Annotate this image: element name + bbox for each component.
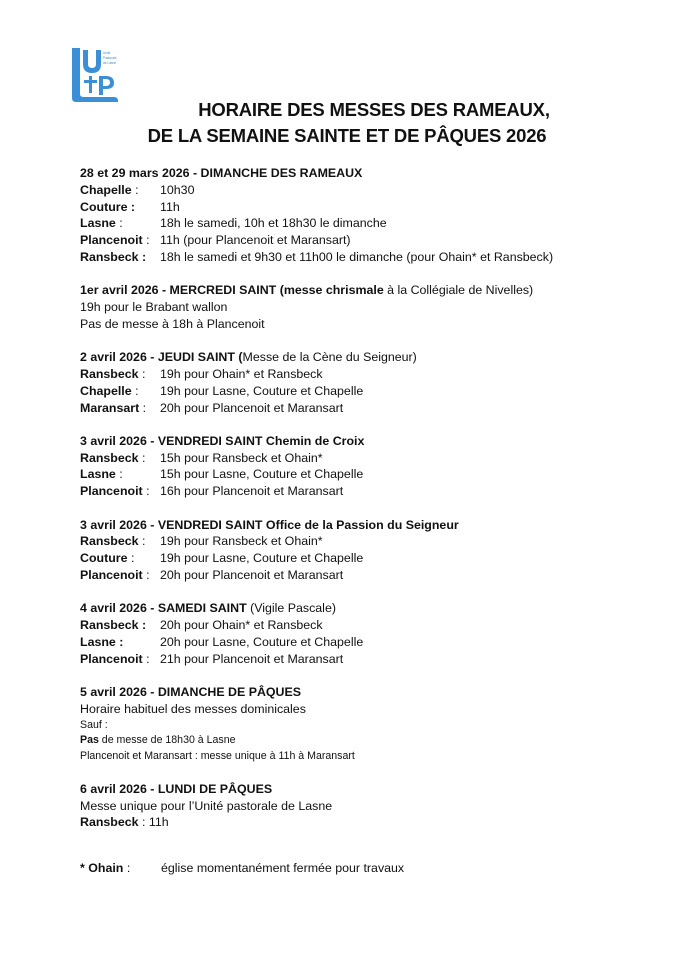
time-text: 18h le samedi et 9h30 et 11h00 le dimanche (pour Ohain* et Ransbeck): [160, 249, 554, 264]
schedule-row: [80, 567, 660, 584]
label-sep: :: [142, 233, 150, 248]
section-rameaux: [80, 165, 660, 266]
schedule: [80, 165, 660, 848]
place-label: Plancenoit: [80, 567, 143, 582]
footnote-sep: :: [123, 861, 131, 875]
schedule-row: [80, 232, 660, 249]
unite-pastorale-logo: [68, 46, 120, 104]
time-text: 19h pour Ransbeck et Ohain*: [160, 534, 323, 549]
section-heading: [80, 600, 660, 617]
section-dimanche-de-paques: [80, 684, 660, 764]
footnote-text: église momentanément fermée pour travaux: [161, 861, 405, 875]
place-label: Couture: [80, 551, 128, 566]
svg-text:de Lasne: de Lasne: [103, 61, 117, 65]
schedule-row: [80, 533, 660, 550]
heading-bold: 2 avril 2026 - JEUDI SAINT (: [80, 350, 243, 365]
time-text: 21h pour Plancenoit et Maransart: [160, 651, 344, 666]
section-heading: [80, 282, 660, 299]
label-sep: :: [131, 383, 139, 398]
info-line: Messe unique pour l’Unité pastorale de Lasne: [80, 798, 333, 813]
section-vendredi-passion: [80, 517, 660, 584]
schedule-row: [80, 651, 660, 668]
schedule-row: [80, 249, 660, 266]
label-sep: :: [138, 366, 146, 381]
section-heading: 6 avril 2026 - LUNDI DE PÂQUES: [80, 781, 273, 796]
time-text: 20h pour Plancenoit et Maransart: [160, 567, 344, 582]
svg-text:Unité: Unité: [103, 51, 111, 55]
section-heading: [80, 349, 660, 366]
info-line: 19h pour le Brabant wallon: [80, 300, 228, 315]
time-text: : 11h: [138, 815, 169, 830]
place-label: Plancenoit: [80, 233, 143, 248]
label-sep: :: [131, 182, 139, 197]
label-sep: :: [142, 484, 150, 499]
label-sep: :: [115, 216, 123, 231]
schedule-row: [80, 366, 660, 383]
section-heading: 5 avril 2026 - DIMANCHE DE PÂQUES: [80, 684, 302, 699]
section-samedi-saint: [80, 600, 660, 667]
place-label: Plancenoit: [80, 651, 143, 666]
pas-bold: Pas: [80, 734, 99, 747]
schedule-row: [80, 383, 660, 400]
heading-bold: 4 avril 2026 - SAMEDI SAINT: [80, 601, 247, 616]
title-line-1: HORAIRE DES MESSES DES RAMEAUX,: [198, 99, 550, 120]
section-heading: 3 avril 2026 - VENDREDI SAINT Chemin de Croix: [80, 433, 365, 448]
sauf-label: Sauf :: [80, 718, 108, 731]
label-sep: :: [142, 651, 150, 666]
place-label: Lasne: [80, 216, 116, 231]
label-sep: :: [139, 400, 147, 415]
label-sep: :: [127, 551, 135, 566]
schedule-row: [80, 450, 660, 467]
section-vendredi-chemin-de-croix: [80, 433, 660, 500]
label-sep: :: [115, 467, 123, 482]
time-text: 20h pour Ohain* et Ransbeck: [160, 618, 323, 633]
label-sep: :: [142, 567, 150, 582]
page-title: [0, 97, 676, 149]
section-lundi-de-paques: [80, 781, 660, 831]
place-label: Ransbeck: [80, 534, 139, 549]
time-text: 20h pour Lasne, Couture et Chapelle: [160, 634, 364, 649]
place-label: Ransbeck: [80, 450, 139, 465]
schedule-row: [80, 617, 660, 634]
heading-bold: 1er avril 2026 - MERCREDI SAINT (messe chrismale: [80, 283, 384, 298]
place-label: Ransbeck :: [80, 618, 147, 633]
pas-rest: de messe de 18h30 à Lasne: [98, 734, 236, 747]
time-text: 19h pour Lasne, Couture et Chapelle: [160, 383, 364, 398]
schedule-row: [80, 199, 660, 216]
heading-rest: Messe de la Cène du Seigneur): [242, 350, 417, 365]
heading-rest: à la Collégiale de Nivelles): [383, 283, 534, 298]
info-line: Horaire habituel des messes dominicales: [80, 701, 306, 716]
footnote: [80, 861, 404, 875]
place-label: Plancenoit: [80, 484, 143, 499]
info-line: Plancenoit et Maransart : messe unique à 11h à Maransart: [80, 749, 355, 762]
place-label: Lasne :: [80, 634, 124, 649]
place-label: Ransbeck: [80, 366, 139, 381]
schedule-row: [80, 400, 660, 417]
footnote-label: * Ohain: [80, 861, 124, 875]
section-heading: 28 et 29 mars 2026 - DIMANCHE DES RAMEAUX: [80, 166, 363, 180]
info-line: Pas de messe à 18h à Plancenoit: [80, 316, 265, 331]
section-mercredi-saint: [80, 282, 660, 332]
label-sep: :: [138, 534, 146, 549]
schedule-row: [80, 215, 660, 232]
place-label: Chapelle: [80, 383, 132, 398]
title-line-2: DE LA SEMAINE SAINTE ET DE PÂQUES 2026: [147, 125, 547, 146]
section-heading: 3 avril 2026 - VENDREDI SAINT Office de la Passion du Seigneur: [80, 517, 459, 532]
time-text: 11h: [160, 199, 180, 214]
place-label: Maransart: [80, 400, 140, 415]
schedule-row: [80, 483, 660, 500]
schedule-row: [80, 466, 660, 483]
place-label: Ransbeck: [80, 815, 139, 830]
place-label: Ransbeck :: [80, 249, 147, 264]
schedule-row: [80, 550, 660, 567]
time-text: 19h pour Lasne, Couture et Chapelle: [160, 551, 364, 566]
place-label: Couture :: [80, 199, 136, 214]
place-label: Chapelle: [80, 182, 132, 197]
svg-text:Pastorale: Pastorale: [103, 56, 117, 60]
info-line: [80, 733, 660, 749]
time-text: 16h pour Plancenoit et Maransart: [160, 484, 344, 499]
time-text: 10h30: [160, 182, 195, 197]
schedule-row: [80, 634, 660, 651]
section-jeudi-saint: [80, 349, 660, 416]
label-sep: :: [138, 450, 146, 465]
place-label: Lasne: [80, 467, 116, 482]
heading-rest: (Vigile Pascale): [246, 601, 336, 616]
time-text: 15h pour Ransbeck et Ohain*: [160, 450, 323, 465]
time-text: 19h pour Ohain* et Ransbeck: [160, 366, 323, 381]
time-text: 15h pour Lasne, Couture et Chapelle: [160, 467, 364, 482]
schedule-row: [80, 182, 660, 199]
time-text: 11h (pour Plancenoit et Maransart): [160, 233, 351, 248]
schedule-row: [80, 814, 660, 831]
time-text: 20h pour Plancenoit et Maransart: [160, 400, 344, 415]
time-text: 18h le samedi, 10h et 18h30 le dimanche: [160, 216, 387, 231]
